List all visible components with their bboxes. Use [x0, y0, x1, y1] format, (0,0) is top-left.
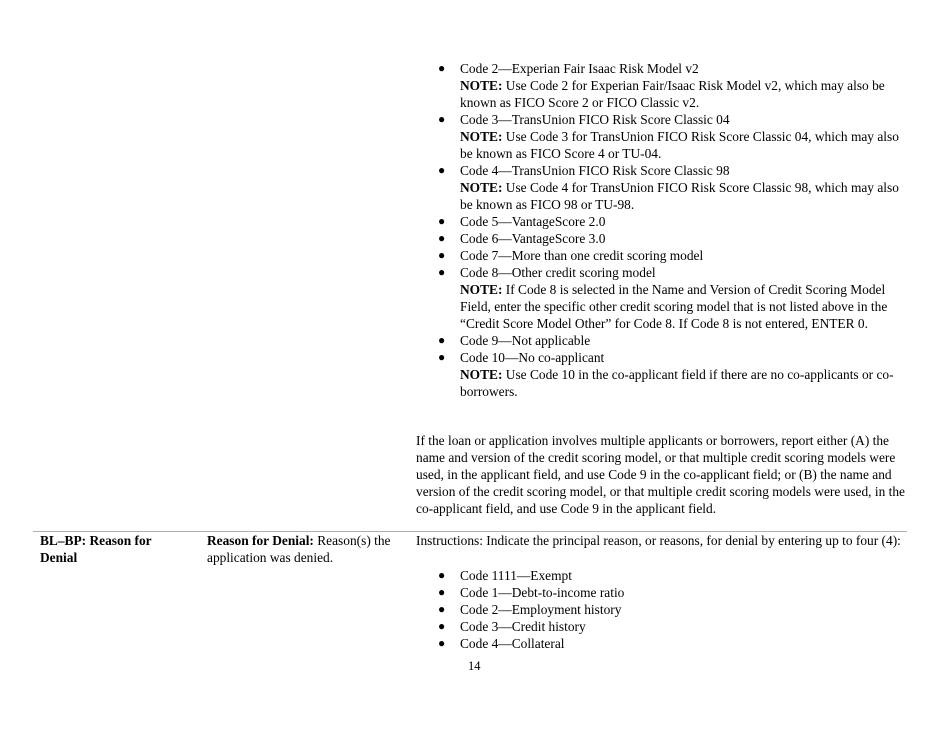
note-label: NOTE:: [460, 367, 503, 382]
bullet-icon: ●: [438, 636, 446, 650]
code-label: Code 3—TransUnion FICO Risk Score Classic 04: [460, 112, 730, 127]
bullet-icon: ●: [438, 568, 446, 582]
list-item: [416, 247, 908, 264]
code-label: Code 3—Credit history: [460, 619, 586, 634]
note-label: NOTE:: [460, 78, 503, 93]
bullet-icon: ●: [438, 333, 446, 347]
instructions-text: Instructions: Indicate the principal reason, or reasons, for denial by entering up to four (4):: [416, 533, 901, 548]
list-item: [416, 601, 908, 618]
bullet-icon: ●: [438, 248, 446, 262]
definition-label: Reason for Denial:: [207, 533, 314, 548]
note-text: Use Code 4 for TransUnion FICO Risk Score Classic 98, which may also be known as FICO 98 or TU-98.: [460, 180, 899, 212]
list-item: [416, 332, 908, 349]
note-text: Use Code 2 for Experian Fair/Isaac Risk Model v2, which may also be known as FICO Score 2 or FICO Classic v2.: [460, 78, 885, 110]
code-label: Code 2—Experian Fair Isaac Risk Model v2: [460, 61, 699, 76]
note-label: NOTE:: [460, 180, 503, 195]
bullet-icon: ●: [438, 61, 446, 75]
code-label: Code 4—TransUnion FICO Risk Score Classic 98: [460, 163, 730, 178]
list-item: [416, 264, 908, 332]
code-label: Code 1—Debt-to-income ratio: [460, 585, 625, 600]
list-item: [416, 584, 908, 601]
code-label: Code 1111—Exempt: [460, 568, 572, 583]
bullet-icon: ●: [438, 585, 446, 599]
note-text: If Code 8 is selected in the Name and Version of Credit Scoring Model Field, enter the specific other credit scoring model that is not listed above in the “Credit Score Model Other” for Code 8. If Code 8 is not entered, ENTER 0.: [460, 282, 888, 331]
note-label: NOTE:: [460, 282, 503, 297]
code-label: Code 4—Collateral: [460, 636, 565, 651]
bullet-icon: ●: [438, 619, 446, 633]
list-item: [416, 618, 908, 635]
list-item: [416, 111, 908, 162]
code-label: Code 6—VantageScore 3.0: [460, 231, 606, 246]
note-text: Use Code 3 for TransUnion FICO Risk Score Classic 04, which may also be known as FICO Score 4 or TU-04.: [460, 129, 899, 161]
bullet-icon: ●: [438, 602, 446, 616]
code-label: Code 5—VantageScore 2.0: [460, 214, 606, 229]
definition-text: Reason(s) the application was denied.: [207, 533, 391, 565]
bullet-icon: ●: [438, 112, 446, 126]
denial-reason-code-list: [416, 567, 908, 652]
code-label: Code 9—Not applicable: [460, 333, 591, 348]
bullet-icon: ●: [438, 163, 446, 177]
bullet-icon: ●: [438, 214, 446, 228]
code-label: Code 7—More than one credit scoring model: [460, 248, 704, 263]
definition-cell: [207, 532, 412, 566]
bullet-icon: ●: [438, 265, 446, 279]
list-item: [416, 349, 908, 400]
code-label: Code 2—Employment history: [460, 602, 622, 617]
code-label: Code 8—Other credit scoring model: [460, 265, 656, 280]
code-label: Code 10—No co-applicant: [460, 350, 605, 365]
list-item: [416, 567, 908, 584]
note-label: NOTE:: [460, 129, 503, 144]
credit-score-model-code-list: [416, 60, 908, 400]
list-item: [416, 230, 908, 247]
page-number: 14: [468, 659, 481, 673]
bullet-icon: ●: [438, 350, 446, 364]
list-item: [416, 213, 908, 230]
list-item: [416, 635, 908, 652]
list-item: [416, 60, 908, 111]
field-id-cell: BL–BP: Reason for Denial: [40, 533, 152, 565]
list-item: [416, 162, 908, 213]
multiple-applicants-paragraph: If the loan or application involves multiple applicants or borrowers, report either (A) the name and version of the credit scoring model, or that multiple credit scoring models were used, in the applicant field, and use Code 9 in the co-applicant field; or (B) the name and version of the credit scoring model, or that multiple credit scoring models were used, in the co-applicant field, and use Code 9 in the applicant field.: [416, 433, 906, 516]
bullet-icon: ●: [438, 231, 446, 245]
note-text: Use Code 10 in the co-applicant field if there are no co-applicants or co-borrowers.: [460, 367, 894, 399]
